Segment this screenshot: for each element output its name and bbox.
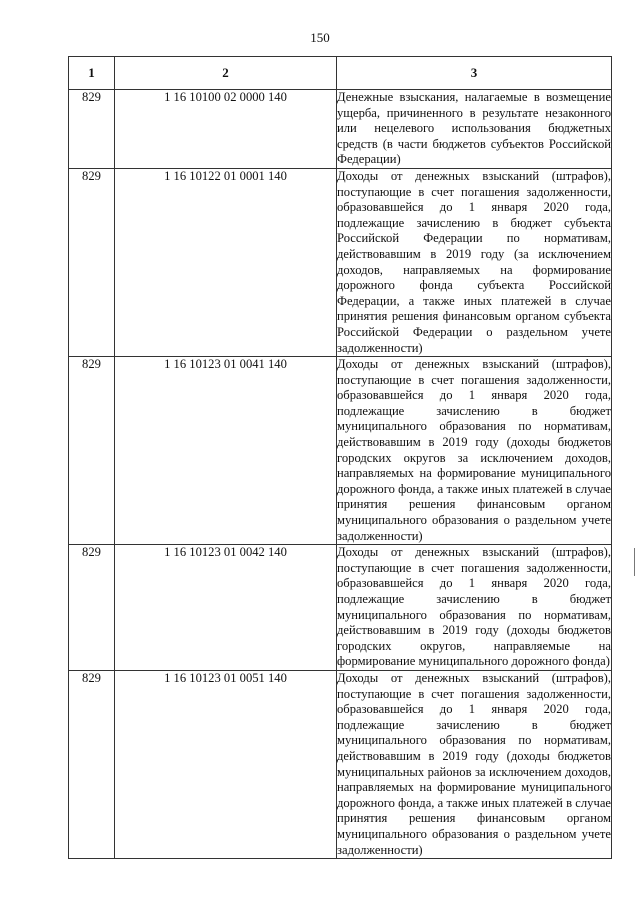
revenue-codes-table bbox=[68, 56, 612, 859]
kbk-code-cell: 1 16 10123 01 0041 140 bbox=[115, 357, 337, 545]
description-cell: Доходы от денежных взысканий (штрафов), поступающие в счет погашения задолженности, образовавшейся до 1 января 2020 года, подлежащие зачислению в бюджет муниципального образования по нормативам, действовавшим в 2019 году (доходы бюджетов муниципальных районов за исключением доходов, направляемых на формирование муниципального дорожного фонда, а также иных платежей в случае принятия решения финансовым органом муниципального образования о раздельном учете задолженности) bbox=[337, 670, 612, 858]
description-cell: Денежные взыскания, налагаемые в возмещение ущерба, причиненного в результате незаконного или нецелевого использования бюджетных средств (в части бюджетов субъектов Российской Федерации) bbox=[337, 90, 612, 169]
admin-code-cell: 829 bbox=[69, 168, 115, 356]
table-header-row bbox=[69, 57, 612, 90]
admin-code-cell: 829 bbox=[69, 545, 115, 671]
column-header-3: 3 bbox=[337, 57, 612, 90]
column-header-1: 1 bbox=[69, 57, 115, 90]
page-number: 150 bbox=[310, 30, 330, 45]
table-row bbox=[69, 168, 612, 356]
table-row bbox=[69, 357, 612, 545]
admin-code-cell: 829 bbox=[69, 357, 115, 545]
kbk-code-cell: 1 16 10122 01 0001 140 bbox=[115, 168, 337, 356]
kbk-code-cell: 1 16 10123 01 0051 140 bbox=[115, 670, 337, 858]
kbk-code-cell: 1 16 10123 01 0042 140 bbox=[115, 545, 337, 671]
scan-edge-mark bbox=[634, 548, 635, 576]
description-cell: Доходы от денежных взысканий (штрафов), поступающие в счет погашения задолженности, образовавшейся до 1 января 2020 года, подлежащие зачислению в бюджет субъекта Российской Федерации по нормативам, действовавшим в 2019 году (за исключением доходов, направляемых на формирование дорожного фонда субъекта Российской Федерации, а также иных платежей в случае принятия решения финансовым органом субъекта Российской Федерации о раздельном учете задолженности) bbox=[337, 168, 612, 356]
table-row bbox=[69, 90, 612, 169]
description-cell: Доходы от денежных взысканий (штрафов), поступающие в счет погашения задолженности, образовавшейся до 1 января 2020 года, подлежащие зачислению в бюджет муниципального образования по нормативам, действовавшим в 2019 году (доходы бюджетов городских округов за исключением доходов, направляемых на формирование муниципального дорожного фонда, а также иных платежей в случае принятия решения финансовым органом муниципального образования о раздельном учете задолженности) bbox=[337, 357, 612, 545]
admin-code-cell: 829 bbox=[69, 90, 115, 169]
column-header-2: 2 bbox=[115, 57, 337, 90]
description-cell: Доходы от денежных взысканий (штрафов), поступающие в счет погашения задолженности, образовавшейся до 1 января 2020 года, подлежащие зачислению в бюджет муниципального образования по нормативам, действовавшим в 2019 году (доходы бюджетов городских округов, направляемые на формирование муниципального дорожного фонда) bbox=[337, 545, 612, 671]
table-row bbox=[69, 545, 612, 671]
admin-code-cell: 829 bbox=[69, 670, 115, 858]
kbk-code-cell: 1 16 10100 02 0000 140 bbox=[115, 90, 337, 169]
table-row bbox=[69, 670, 612, 858]
